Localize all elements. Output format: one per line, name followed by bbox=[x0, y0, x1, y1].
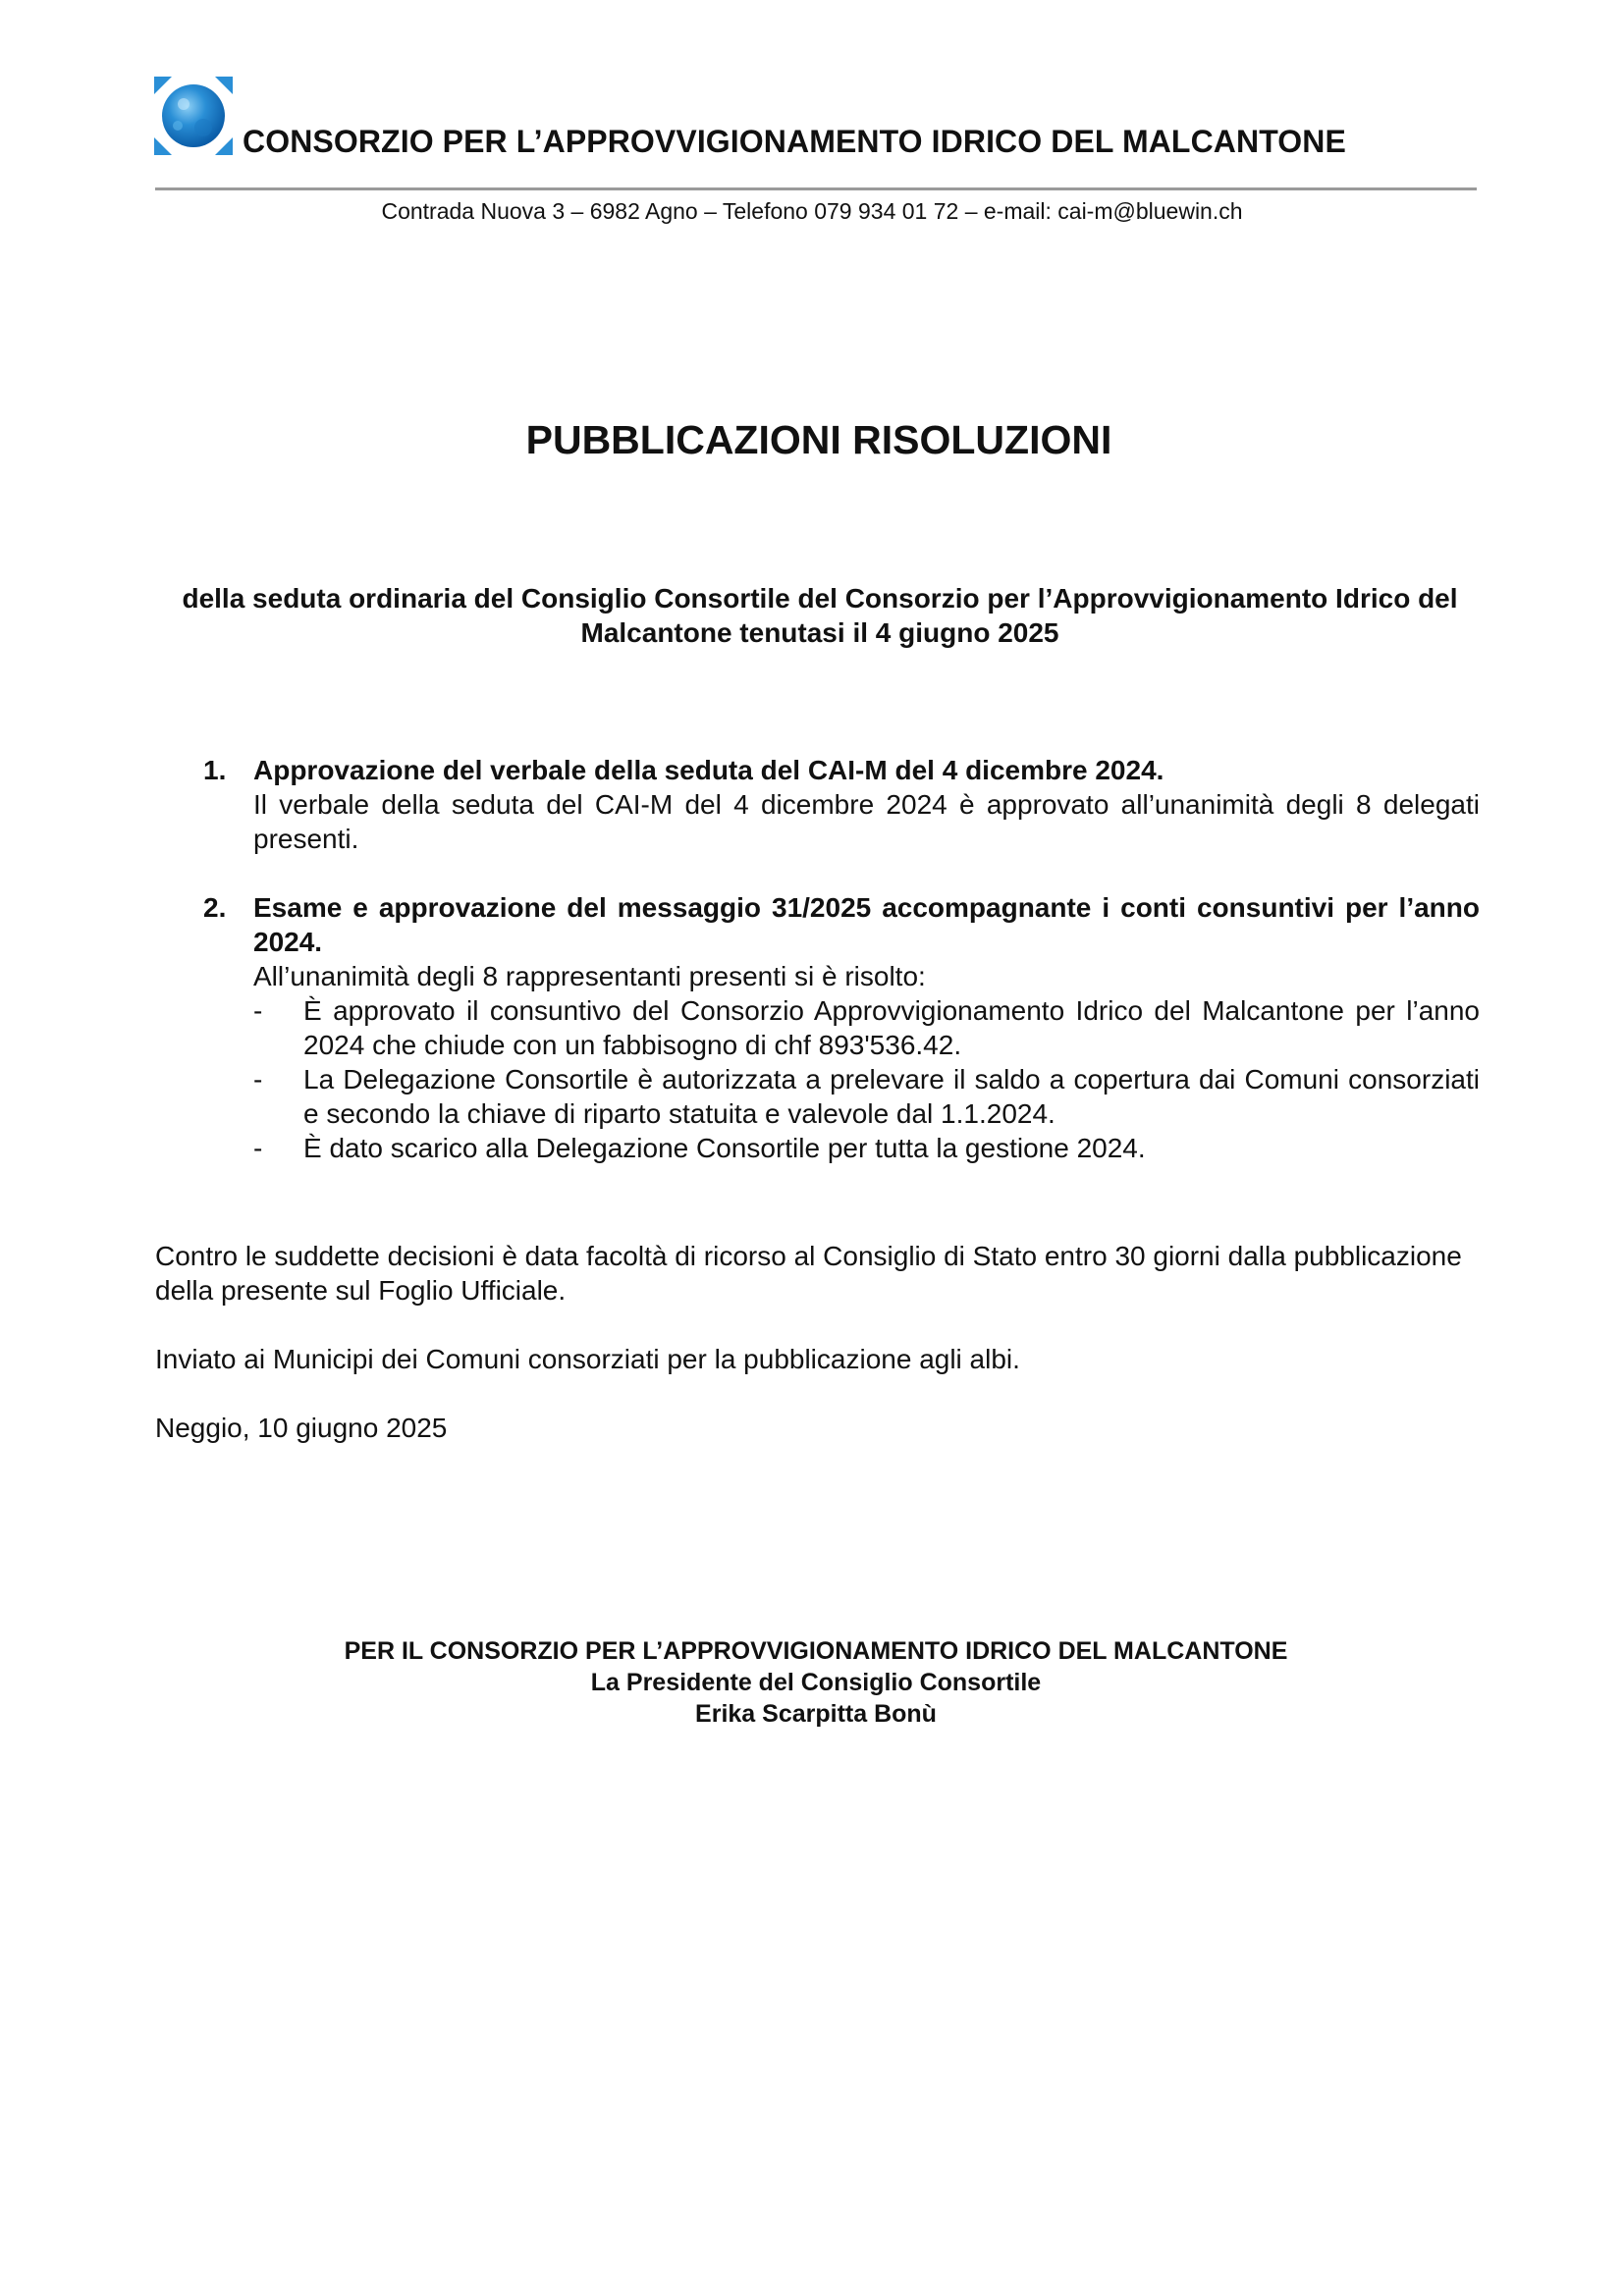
list-item bbox=[253, 993, 1480, 1062]
signature-organization: PER IL CONSORZIO PER L’APPROVVIGIONAMENTO IDRICO DEL MALCANTONE bbox=[344, 1637, 1288, 1665]
signature-role: La Presidente del Consiglio Consortile bbox=[590, 1669, 1042, 1696]
item-number: 1. bbox=[203, 755, 227, 785]
item-number: 2. bbox=[203, 892, 227, 923]
item-text: All’unanimità degli 8 rappresentanti presenti si è risolto: bbox=[253, 961, 926, 991]
resolution-item-1 bbox=[203, 753, 1480, 856]
list-item bbox=[253, 1131, 1480, 1165]
appeal-notice: Contro le suddette decisioni è data facoltà di ricorso al Consiglio di Stato entro 30 giorni dalla pubblicazione della presente sul Foglio Ufficiale. bbox=[155, 1241, 1462, 1306]
item-text: Il verbale della seduta del CAI-M del 4 dicembre 2024 è approvato all’unanimità degli 8 delegati presenti. bbox=[253, 789, 1480, 854]
list-item-text: È dato scarico alla Delegazione Consortile per tutta la gestione 2024. bbox=[303, 1133, 1146, 1163]
organization-name: CONSORZIO PER L’APPROVVIGIONAMENTO IDRICO DEL MALCANTONE bbox=[243, 124, 1346, 159]
item-heading: Esame e approvazione del messaggio 31/2025 accompagnante i conti consuntivi per l’anno 2024. bbox=[253, 892, 1480, 957]
header-divider bbox=[155, 187, 1477, 190]
bullet-marker: - bbox=[253, 1133, 263, 1163]
place-and-date: Neggio, 10 giugno 2025 bbox=[155, 1413, 448, 1443]
list-item bbox=[253, 1062, 1480, 1131]
contact-info: Contrada Nuova 3 – 6982 Agno – Telefono 079 934 01 72 – e-mail: cai-m@bluewin.ch bbox=[381, 198, 1243, 224]
bullet-marker: - bbox=[253, 995, 263, 1026]
resolution-item-2 bbox=[203, 890, 1480, 1165]
signature-name: Erika Scarpitta Bonù bbox=[695, 1700, 937, 1728]
water-drop-logo-icon bbox=[154, 77, 233, 155]
list-item-text: È approvato il consuntivo del Consorzio Approvvigionamento Idrico del Malcantone per l’anno 2024 che chiude con un fabbisogno di chf 893'536.42. bbox=[303, 995, 1480, 1060]
signature-block bbox=[0, 1635, 1624, 1730]
resolution-list bbox=[253, 993, 1480, 1165]
list-item-text: La Delegazione Consortile è autorizzata a prelevare il saldo a copertura dai Comuni consorziati e secondo la chiave di riparto statuita e valevole dal 1.1.2024. bbox=[303, 1064, 1480, 1129]
document-title: PUBBLICAZIONI RISOLUZIONI bbox=[525, 417, 1112, 462]
item-heading: Approvazione del verbale della seduta del CAI-M del 4 dicembre 2024. bbox=[253, 755, 1164, 785]
bullet-marker: - bbox=[253, 1064, 263, 1095]
distribution-notice: Inviato ai Municipi dei Comuni consorziati per la pubblicazione agli albi. bbox=[155, 1344, 1020, 1374]
document-subtitle: della seduta ordinaria del Consiglio Consortile del Consorzio per l’Approvvigionamento Idrico del Malcantone tenutasi il 4 giugno 2025 bbox=[182, 583, 1458, 648]
